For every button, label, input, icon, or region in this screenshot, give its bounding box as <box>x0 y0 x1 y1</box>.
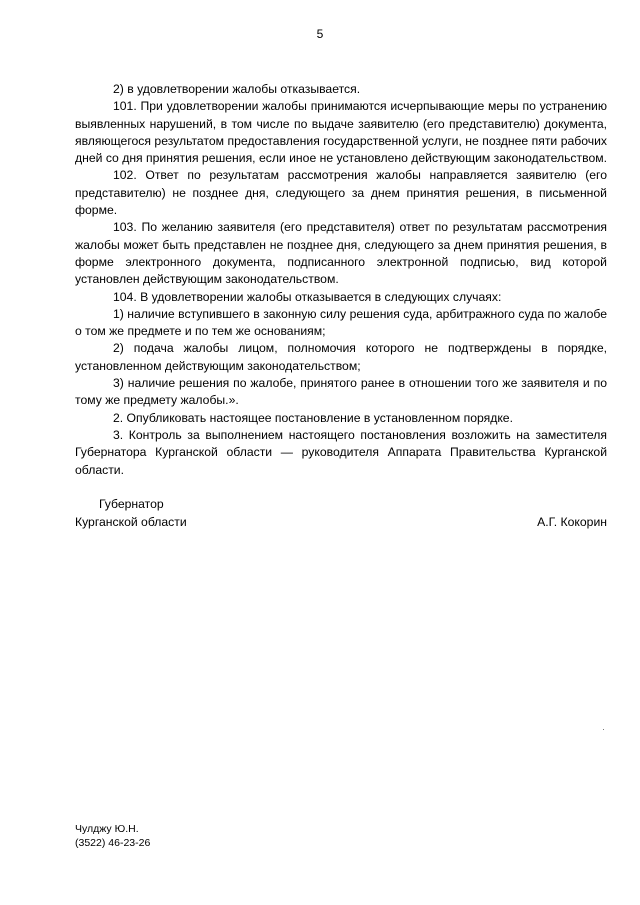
page-number: 5 <box>316 27 324 41</box>
paragraph-104-case-1: 1) наличие вступившего в законную силу решения суда, арбитражного суда по жалобе о том же предмете и по тем же основаниям; <box>75 306 607 339</box>
paragraph-104-case-2: 2) подача жалобы лицом, полномочия которого не подтверждены в порядке, установленном действующим законодательством; <box>75 341 607 373</box>
signatory-title <box>75 496 187 531</box>
paragraph-102: 102. Ответ по результатам рассмотрения жалобы направляется заявителю (его представителю) не позднее дня, следующего за днем принятия решения, в письменной форме. <box>75 168 607 218</box>
signatory-title-line2: Курганской области <box>75 514 187 529</box>
paragraph-refusal: 2) в удовлетворении жалобы отказывается. <box>113 82 361 96</box>
paragraph-control: 3. Контроль за выполнением настоящего постановления возложить на заместителя Губернатора Курганской области — руководителя Аппарата Правительства Курганской области. <box>75 427 607 477</box>
executor-phone: (3522) 46-23-26 <box>75 837 151 849</box>
executor-name: Чулджу Ю.Н. <box>75 823 139 835</box>
signatory-title-line1: Губернатор <box>99 497 164 511</box>
document-body <box>75 81 607 479</box>
paragraph-103: 103. По желанию заявителя (его представителя) ответ по результатам рассмотрения жалобы может быть представлен не позднее дня, следующего за днем принятия решения, в форме электронного документа, подписанного электронной подписью, вид которой установлен действующим законодательством. <box>75 220 607 287</box>
executor-block <box>75 822 150 850</box>
paragraph-101: 101. При удовлетворении жалобы принимаются исчерпывающие меры по устранению выявленных нарушений, в том числе по выдаче заявителю (его представителю) документа, являющегося результатом предоставления государственной услуги, не позднее пяти рабочих дней со дня принятия решения, если иное не установлено действующим законодательством. <box>75 99 607 166</box>
signature-block <box>75 496 607 536</box>
scan-speck <box>603 729 604 730</box>
paragraph-104-case-3: 3) наличие решения по жалобе, принятого ранее в отношении того же заявителя и по тому же предмету жалобы.». <box>75 376 607 408</box>
signatory-name: А.Г. Кокорин <box>537 514 607 529</box>
paragraph-104: 104. В удовлетворении жалобы отказывается в следующих случаях: <box>113 289 502 304</box>
paragraph-publish: 2. Опубликовать настоящее постановление в установленном порядке. <box>113 410 513 425</box>
